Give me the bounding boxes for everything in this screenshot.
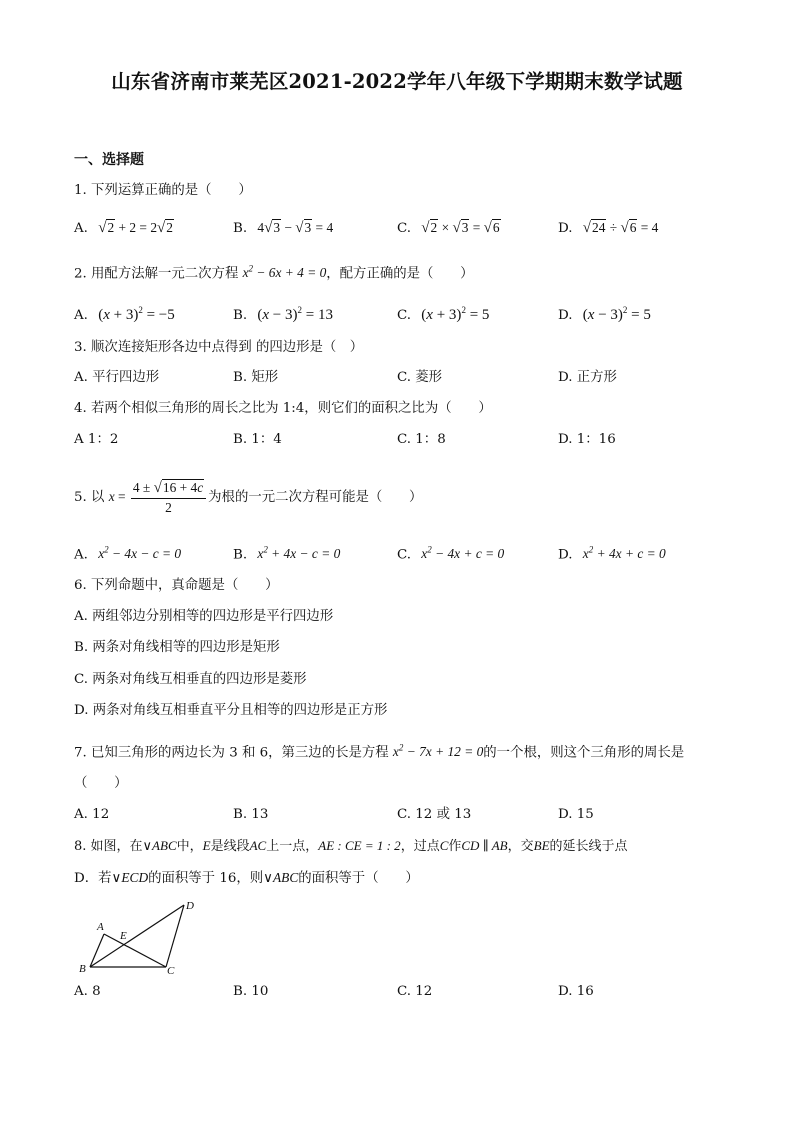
- math-expression: $(x + 3)^2 = 5$: [421, 305, 490, 323]
- label-c: C: [167, 965, 175, 977]
- question-2-option-b: [233, 299, 333, 327]
- stem-text: 8. 如图，在: [74, 839, 143, 854]
- stem-text: 是线段: [210, 839, 250, 854]
- page-title: 山东省济南市莱芜区2021-2022学年八年级下学期期末数学试题: [111, 70, 683, 93]
- option-label: B.: [233, 308, 248, 323]
- option-label: B.: [233, 221, 248, 236]
- option-label: C.: [397, 221, 412, 236]
- question-2-option-c: [397, 299, 489, 327]
- question-7-option-a: A. 12: [74, 807, 110, 822]
- stem-text: 为根的一元二次方程可能是（ ）: [208, 490, 423, 505]
- math-expression: $(x - 3)^2 = 13$: [257, 305, 333, 323]
- option-label: B.: [233, 547, 248, 563]
- stem-text: 作: [448, 839, 462, 854]
- option-label: D.: [558, 308, 573, 323]
- question-2-option-d: [558, 299, 651, 327]
- question-6-option-d: D. 两条对角线互相垂直平分且相等的四边形是正方形: [74, 703, 388, 718]
- math-expression: $x^2 + 4x + c = 0$: [582, 545, 666, 562]
- stem-text: 的面积等于 16，则: [148, 871, 264, 886]
- stem-text: 中，: [176, 839, 203, 854]
- math-expression: 4√3 − √3 = 4: [257, 220, 334, 236]
- question-4-option-a: A 1：2: [74, 432, 119, 447]
- ratio-expression: AE : CE = 1 : 2: [318, 838, 401, 853]
- triangle-symbol: ∨ABC: [263, 870, 299, 885]
- question-5-option-c: [397, 539, 504, 566]
- stem-text: 7. 已知三角形的两边长为 3 和 6，第三边的长是方程: [74, 745, 393, 761]
- question-5-option-a: [74, 539, 181, 566]
- question-1-option-d: [558, 217, 658, 240]
- question-8-stem-line2: [74, 868, 419, 889]
- question-8-option-d: D. 16: [558, 984, 594, 999]
- question-7-option-b: B. 13: [233, 807, 269, 822]
- option-label: A.: [74, 221, 88, 236]
- question-1-option-c: [397, 217, 501, 240]
- question-6-option-c: C. 两条对角线互相垂直的四边形是菱形: [74, 672, 307, 687]
- question-8-stem: [74, 836, 628, 857]
- option-label: A.: [74, 308, 88, 323]
- segment-symbol: AC: [249, 838, 267, 853]
- question-6-option-a: A. 两组邻边分别相等的四边形是平行四边形: [74, 609, 334, 624]
- question-7-stem: [74, 738, 684, 763]
- math-expression: x = $\frac{4 \pm √16 + 4c}{2}$: [109, 489, 208, 504]
- stem-text: D．若: [74, 871, 112, 886]
- question-3-option-b: B. 矩形: [233, 370, 279, 385]
- question-5-stem: [74, 475, 422, 520]
- option-label: A.: [74, 547, 88, 563]
- stem-text: ，交: [507, 839, 534, 854]
- section-heading: 一、选择题: [74, 152, 144, 168]
- option-label: C.: [397, 308, 412, 323]
- question-1-option-b: [233, 217, 333, 240]
- option-label: C.: [397, 547, 412, 563]
- question-7-option-c: C. 12 或 13: [397, 807, 472, 822]
- question-3-option-d: D. 正方形: [558, 370, 617, 385]
- label-d: D: [186, 900, 194, 912]
- stem-text: ，过点: [400, 839, 440, 854]
- question-2-option-a: [74, 299, 175, 327]
- question-3-option-a: A. 平行四边形: [74, 370, 160, 385]
- math-expression: $x^2 + 4x - c = 0$: [257, 545, 341, 562]
- question-1-option-a: [74, 217, 174, 240]
- triangle-symbol: ∨ECD: [111, 870, 149, 885]
- stem-text: 上一点，: [266, 839, 319, 854]
- question-2-stem: [74, 259, 474, 284]
- point-symbol: E: [202, 838, 211, 853]
- segment-ac: [104, 934, 166, 967]
- question-4-option-b: B. 1：4: [233, 432, 282, 447]
- stem-text: 的延长线于点: [549, 839, 628, 854]
- question-5-option-b: [233, 539, 340, 566]
- question-8-option-b: B. 10: [233, 984, 269, 999]
- math-expression: $x^2 - 6x + 4 = 0$: [242, 264, 327, 281]
- math-expression: $x^2 - 7x + 12 = 0$: [392, 743, 484, 760]
- label-a: A: [97, 921, 104, 933]
- question-8-option-a: A. 8: [74, 984, 101, 999]
- label-b: B: [79, 963, 86, 975]
- math-expression: $(x - 3)^2 = 5$: [582, 305, 651, 323]
- question-7-stem-line2: （ ）: [74, 776, 128, 791]
- option-label: D.: [558, 221, 573, 236]
- question-3-stem: 3. 顺次连接矩形各边中点得到 的四边形是（ ）: [74, 340, 364, 355]
- math-expression: √2 + 2 = 2√2: [98, 220, 173, 236]
- math-expression: $x^2 - 4x + c = 0$: [421, 545, 505, 562]
- option-label: D.: [558, 547, 573, 563]
- question-4-option-d: D. 1：16: [558, 432, 616, 447]
- point-symbol: C: [439, 838, 449, 853]
- stem-text: ，配方正确的是（ ）: [326, 266, 474, 282]
- segment-symbol: BE: [533, 838, 550, 853]
- math-expression: $(x + 3)^2 = -5$: [98, 305, 175, 323]
- stem-text: 2. 用配方法解一元二次方程: [74, 266, 243, 282]
- math-expression: $x^2 - 4x - c = 0$: [98, 545, 182, 562]
- question-6-option-b: B. 两条对角线相等的四边形是矩形: [74, 640, 280, 655]
- question-1-stem: 1. 下列运算正确的是（ ）: [74, 183, 252, 198]
- stem-text: 的面积等于（ ）: [298, 871, 419, 886]
- segment-bd: [90, 905, 184, 967]
- geometry-figure: [74, 897, 204, 977]
- math-expression: √2 × √3 = √6: [421, 220, 500, 236]
- question-5-option-d: [558, 539, 666, 566]
- question-4-option-c: C. 1：8: [397, 432, 446, 447]
- segment-cd: [166, 905, 184, 967]
- question-7-option-d: D. 15: [558, 807, 594, 822]
- question-6-stem: 6. 下列命题中，真命题是（ ）: [74, 578, 279, 593]
- label-e: E: [120, 930, 127, 942]
- stem-text: 5. 以: [74, 490, 109, 505]
- math-expression: √24 ÷ √6 = 4: [582, 220, 659, 236]
- stem-text: 的一个根，则这个三角形的周长是: [483, 745, 685, 761]
- triangle-symbol: ∨ABC: [142, 838, 177, 853]
- question-3-option-c: C. 菱形: [397, 370, 443, 385]
- parallel-expression: CD ∥ AB: [461, 838, 508, 853]
- fraction: $\frac{4 \pm √16 + 4c}{2}$: [131, 479, 206, 517]
- question-4-stem: 4. 若两个相似三角形的周长之比为 1:4，则它们的面积之比为（ ）: [74, 401, 492, 416]
- question-8-option-c: C. 12: [397, 984, 433, 999]
